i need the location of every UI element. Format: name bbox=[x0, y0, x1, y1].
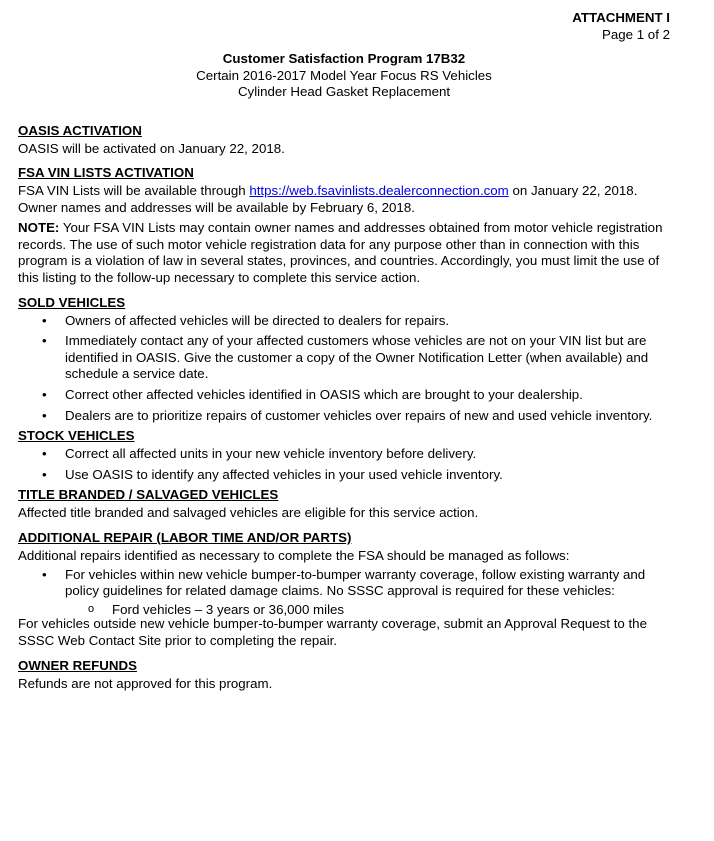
attachment-label: ATTACHMENT I bbox=[572, 10, 670, 25]
section-title-branded bbox=[18, 487, 670, 522]
stock-vehicles-list bbox=[18, 446, 670, 483]
warranty-sub-list bbox=[18, 602, 670, 619]
additional-repair-outro: For vehicles outside new vehicle bumper-to-bumper warranty coverage, submit an Approval Request to the SSSC Web Contact Site prior to completing the repair. bbox=[18, 616, 647, 648]
page-number: Page 1 of 2 bbox=[601, 26, 670, 42]
section-fsa-vin-lists bbox=[18, 165, 670, 287]
section-heading-oasis: OASIS ACTIVATION bbox=[18, 122, 142, 138]
list-item: • Use OASIS to identify any affected vehicles in your used vehicle inventory. bbox=[18, 467, 670, 484]
section-heading-fsa: FSA VIN LISTS ACTIVATION bbox=[18, 165, 194, 181]
additional-repair-intro: Additional repairs identified as necessary to complete the FSA should be managed as follows: bbox=[18, 548, 570, 563]
section-heading-stock: STOCK VEHICLES bbox=[18, 428, 135, 444]
sub-list-item: o Ford vehicles – 3 years or 36,000 miles bbox=[18, 602, 670, 619]
title-branded-text: Affected title branded and salvaged vehicles are eligible for this service action. bbox=[18, 505, 479, 521]
section-heading-title-branded: TITLE BRANDED / SALVAGED VEHICLES bbox=[18, 487, 279, 503]
fsa-text-start: FSA VIN Lists will be available through bbox=[18, 183, 250, 199]
document-heading bbox=[18, 51, 670, 101]
oasis-text: OASIS will be activated on January 22, 2018. bbox=[18, 140, 285, 156]
list-item: • Immediately contact any of your affected customers whose vehicles are not on your VIN list but are identified in OASIS. Give the customer a copy of the Owner Notification Letter (when available) and schedule a service date. bbox=[18, 333, 670, 383]
section-heading-sold: SOLD VEHICLES bbox=[18, 294, 126, 310]
section-heading-refunds: OWNER REFUNDS bbox=[18, 657, 137, 673]
refunds-text: Refunds are not approved for this program. bbox=[18, 675, 273, 691]
note-text: Your FSA VIN Lists may contain owner names and addresses obtained from motor vehicle registration records. The use of such motor vehicle registration data for any purpose other than in connection with this program is a violation of law in several states, provinces, and countries. Accordingly, you must limit the use of this listing to the follow-up necessary to complete this service action. bbox=[18, 220, 663, 286]
section-oasis-activation bbox=[18, 123, 670, 158]
section-heading-additional-repair: ADDITIONAL REPAIR (LABOR TIME AND/OR PARTS) bbox=[18, 530, 352, 545]
list-item: • Owners of affected vehicles will be directed to dealers for repairs. bbox=[18, 313, 670, 330]
list-item: • Correct other affected vehicles identified in OASIS which are brought to your dealership. bbox=[18, 387, 670, 404]
fsa-note bbox=[18, 220, 670, 286]
list-item: • Correct all affected units in your new vehicle inventory before delivery. bbox=[18, 446, 670, 463]
sold-vehicles-list bbox=[18, 313, 670, 425]
document-page bbox=[18, 10, 670, 692]
additional-repair-list bbox=[18, 567, 670, 619]
fsa-text-end: on January 22, 2018. Owner names and addresses will be available by February 6, 2018. bbox=[18, 183, 638, 215]
list-item bbox=[18, 567, 670, 619]
program-subtitle-vehicles: Certain 2016-2017 Model Year Focus RS Vehicles bbox=[196, 67, 492, 83]
section-additional-repair bbox=[18, 530, 670, 650]
fsa-vin-lists-link[interactable]: https://web.fsavinlists.dealerconnection.com bbox=[249, 183, 509, 199]
fsa-text bbox=[18, 183, 670, 216]
program-title: Customer Satisfaction Program 17B32 bbox=[222, 51, 466, 66]
list-item: • Dealers are to prioritize repairs of customer vehicles over repairs of new and used vehicle inventory. bbox=[18, 408, 670, 425]
warranty-bullet-text: For vehicles within new vehicle bumper-to-bumper warranty coverage, follow existing warranty and policy guidelines for related damage claims. No SSSC approval is required for these vehicles: bbox=[65, 566, 646, 599]
attachment-header bbox=[18, 10, 670, 43]
section-sold-vehicles bbox=[18, 295, 670, 425]
program-subtitle-repair: Cylinder Head Gasket Replacement bbox=[237, 84, 451, 99]
section-stock-vehicles bbox=[18, 428, 670, 483]
section-owner-refunds bbox=[18, 658, 670, 693]
note-label: NOTE: bbox=[18, 220, 60, 236]
